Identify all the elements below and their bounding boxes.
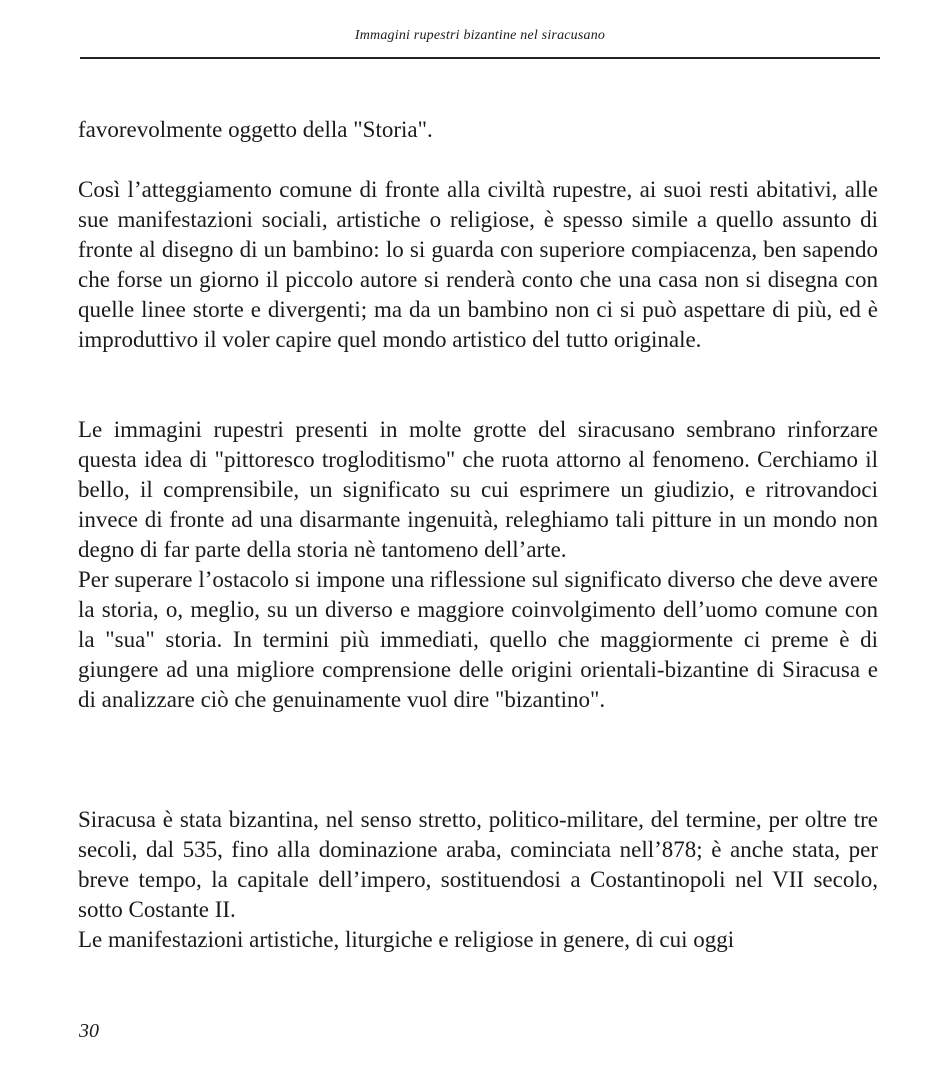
header-rule	[80, 57, 880, 59]
running-header: Immagini rupestri bizantine nel siracusano	[354, 28, 606, 43]
paragraph: Le immagini rupestri presenti in molte grotte del siracusano sembrano rinforzare questa idea di "pittoresco trogloditismo" che ruota attorno al fenomeno. Cerchiamo il bello, il comprensibile, un significato su cui esprimere un giudizio, e ritrovandoci invece di fronte ad una disarmante ingenuità, releghiamo tali pitture in un mondo non degno di far parte della storia nè tantomeno dell’arte.	[78, 417, 878, 562]
paragraph: favorevolmente oggetto della "Storia".	[78, 117, 433, 142]
paragraph-group-3	[78, 415, 878, 715]
paragraph: Per superare l’ostacolo si impone una riflessione sul significato diverso che deve avere la storia, o, meglio, su un diverso e maggiore coinvolgimento dell’uomo comune con la "sua" storia. In termini più immediati, quello che maggiormente ci preme è di giungere ad una migliore comprensione delle origini orientali-bizantine di Siracusa e di analizzare ciò che genuinamente vuol dire "bizantino".	[78, 567, 878, 712]
paragraph: Le manifestazioni artistiche, liturgiche e religiose in genere, di cui oggi	[78, 927, 735, 952]
paragraph-group-2	[78, 175, 878, 355]
paragraph-group-4	[78, 805, 878, 955]
page-number: 30	[79, 1020, 99, 1042]
paragraph-group-1	[78, 115, 878, 145]
paragraph: Siracusa è stata bizantina, nel senso stretto, politico-militare, del termine, per oltre tre secoli, dal 535, fino alla dominazione araba, cominciata nell’878; è anche stata, per breve tempo, la capitale dell’impero, sostituendosi a Costantinopoli nel VII secolo, sotto Costante II.	[78, 807, 878, 922]
paragraph: Così l’atteggiamento comune di fronte alla civiltà rupestre, ai suoi resti abitativi, alle sue manifestazioni sociali, artistiche o religiose, è spesso simile a quello assunto di fronte al disegno di un bambino: lo si guarda con superiore compiacenza, ben sapendo che forse un giorno il piccolo autore si renderà conto che una casa non si disegna con quelle linee storte e divergenti; ma da un bambino non ci si può aspettare di più, ed è improduttivo il voler capire quel mondo artistico del tutto originale.	[78, 177, 878, 352]
